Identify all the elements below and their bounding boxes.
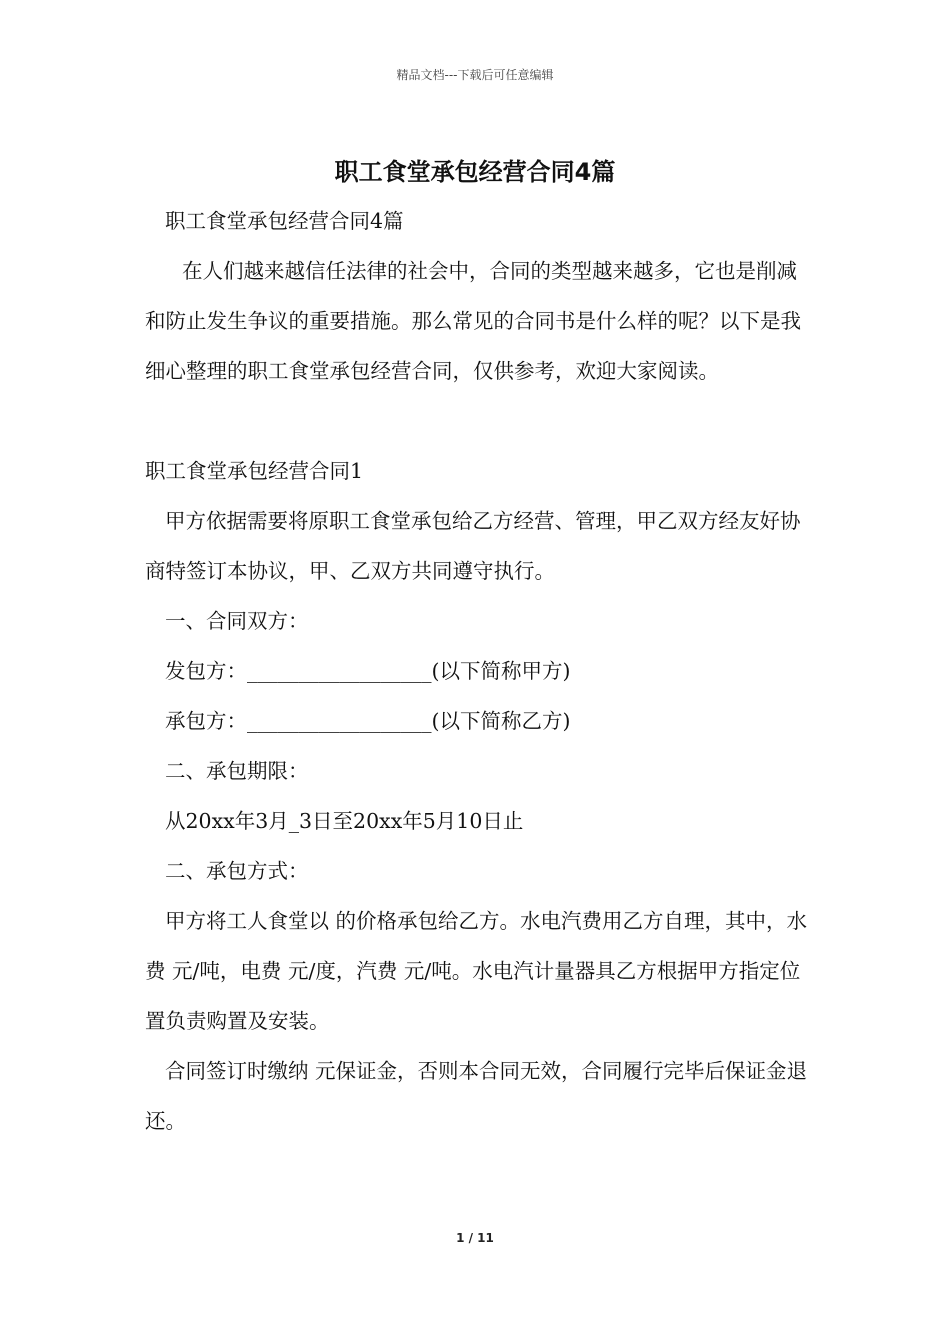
clause-term-dates: 从20xx年3月_3日至20xx年5月10日止 xyxy=(165,809,524,833)
contract-preamble: 甲方依据需要将原职工食堂承包给乙方经营、管理，甲乙双方经友好协商特签订本协议，甲、乙双方共同遵守执行。 xyxy=(145,509,801,583)
clause-method-heading: 二、承包方式： xyxy=(165,859,309,883)
page-header: 精品文档---下载后可任意编辑 xyxy=(396,68,554,82)
clause-parties-heading: 一、合同双方： xyxy=(165,609,309,633)
paragraph-spacer xyxy=(145,396,810,446)
subtitle-paragraph: 职工食堂承包经营合同4篇 xyxy=(165,209,404,233)
page-number: 1 / 11 xyxy=(456,1231,494,1245)
clause-deposit-body: 合同签订时缴纳 元保证金，否则本合同无效，合同履行完毕后保证金退还。 xyxy=(145,1059,808,1133)
clause-contractor-line: 承包方：__________________(以下简称乙方) xyxy=(165,709,571,733)
clause-employer-line: 发包方：__________________(以下简称甲方) xyxy=(165,659,571,683)
clause-method-body: 甲方将工人食堂以 的价格承包给乙方。水电汽费用乙方自理，其中，水费 元/吨，电费 元/度，汽费 元/吨。水电汽计量器具乙方根据甲方指定位置负责购置及安装。 xyxy=(145,909,808,1033)
document-body xyxy=(145,196,810,1146)
document-title: 职工食堂承包经营合同4篇 xyxy=(334,158,616,186)
section-heading-contract-1: 职工食堂承包经营合同1 xyxy=(145,459,364,483)
intro-paragraph: 在人们越来越信任法律的社会中，合同的类型越来越多，它也是削减和防止发生争议的重要措施。那么常见的合同书是什么样的呢？以下是我细心整理的职工食堂承包经营合同，仅供参考，欢迎大家阅读。 xyxy=(145,259,801,383)
clause-term-heading: 二、承包期限： xyxy=(165,759,309,783)
